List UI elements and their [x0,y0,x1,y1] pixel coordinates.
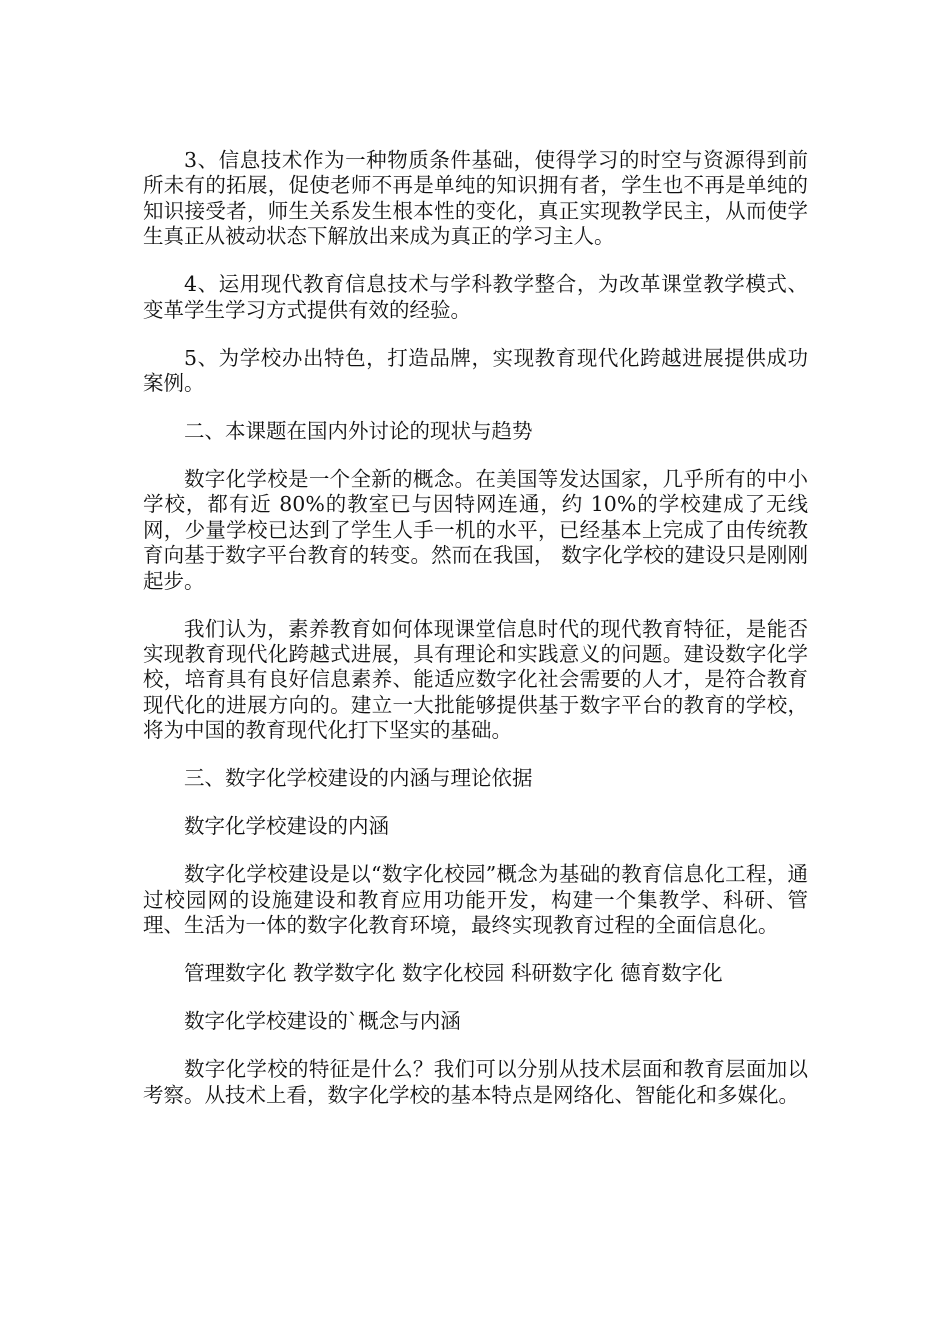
document-page [143,148,808,1131]
paragraph-point-4: 4、运用现代教育信息技术与学科教学整合，为改革课堂教学模式、变革学生学习方式提供有效的经验。 [143,272,808,322]
paragraph-digital-areas: 管理数字化 教学数字化 数字化校园 科研数字化 德育数字化 [184,961,723,986]
paragraph-point-3: 3、信息技术作为一种物质条件基础，使得学习的时空与资源得到前所未有的拓展，促使老师不再是单纯的知识拥有者，学生也不再是单纯的知识接受者，师生关系发生根本性的变化，真正实现教学民主，从而使学生真正从被动状态下解放出来成为真正的学习主人。 [143,148,808,249]
paragraph-definition: 数字化学校建设是以“数字化校园”概念为基础的教育信息化工程，通过校园网的设施建设和教育应用功能开发，构建一个集教学、科研、管理、生活为一体的数字化教育环境，最终实现教育过程的全面信息化。 [143,862,808,938]
section-heading-3: 三、数字化学校建设的内涵与理论依据 [184,766,533,791]
paragraph-point-5: 5、为学校办出特色，打造品牌，实现教育现代化跨越进展提供成功案例。 [143,345,808,396]
paragraph-our-view: 我们认为，素养教育如何体现课堂信息时代的现代教育特征，是能否实现教育现代化跨越式进展，具有理论和实践意义的问题。建设数字化学校，培育具有良好信息素养、能适应数字化社会需要的人才，是符合教育现代化的进展方向的。建立一大批能够提供基于数字平台的教育的学校，将为中国的教育现代化打下坚实的基础。 [143,616,808,743]
section-heading-2: 二、本课题在国内外讨论的现状与趋势 [184,419,533,444]
paragraph-status-abroad: 数字化学校是一个全新的概念。在美国等发达国家，几乎所有的中小学校，都有近 80%的教室已与因特网连通，约 10%的学校建成了无线网，少量学校已达到了学生人手一机的水平，已经基本上完成了由传统教育向基于数字平台教育的转变。然而在我国， 数字化学校的建设只是刚刚起步。 [143,467,808,593]
subheading-connotation: 数字化学校建设的内涵 [184,814,389,839]
paragraph-features: 数字化学校的特征是什么？我们可以分别从技术层面和教育层面加以考察。从技术上看，数字化学校的基本特点是网络化、智能化和多媒化。 [143,1057,808,1107]
subheading-concept: 数字化学校建设的`概念与内涵 [184,1009,461,1034]
